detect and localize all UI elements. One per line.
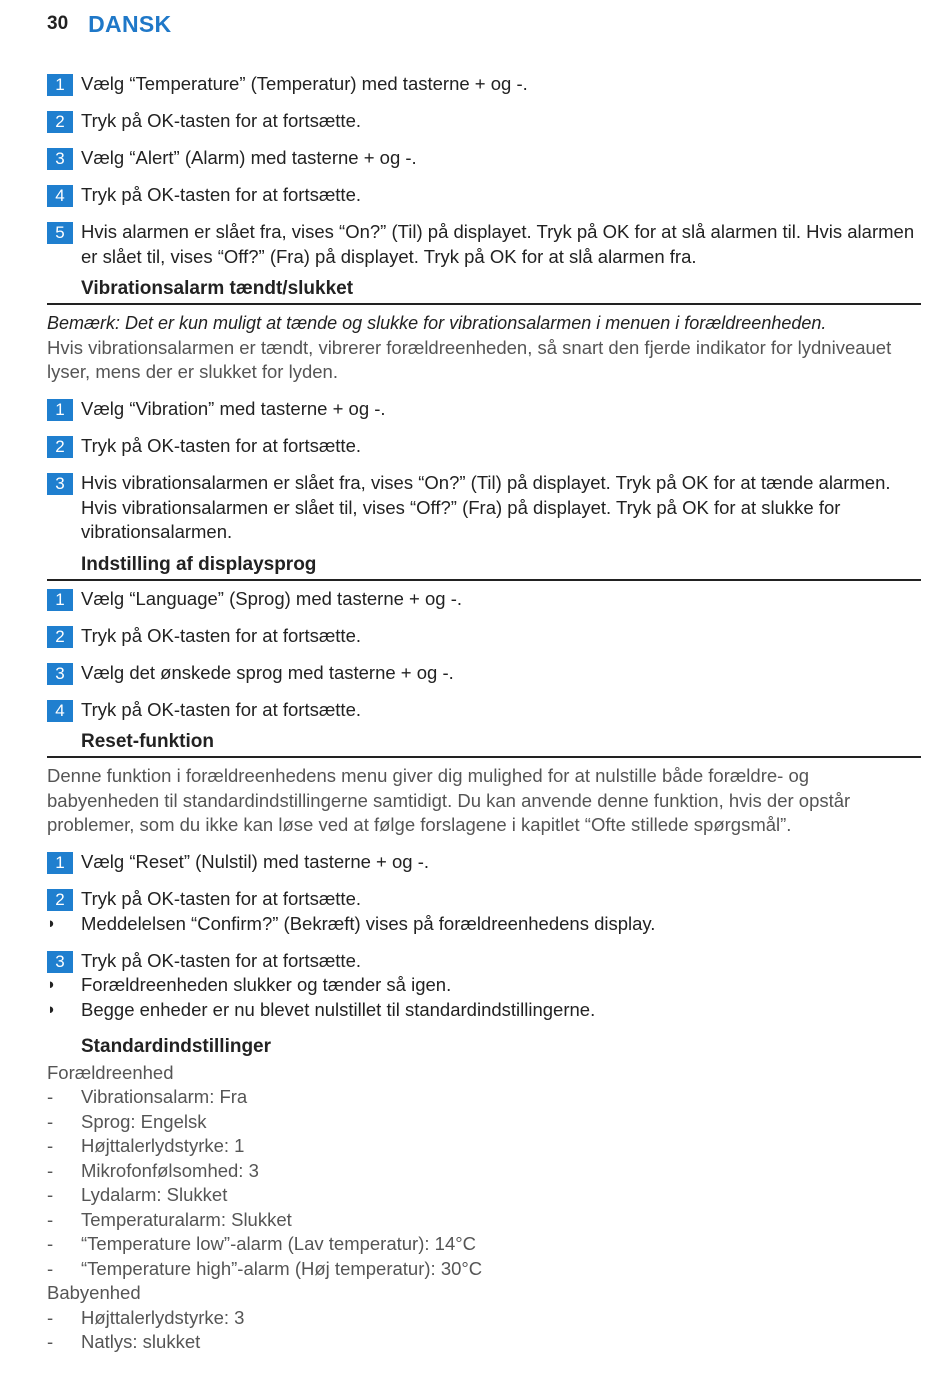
step-number: 4 (47, 700, 73, 722)
step (47, 146, 921, 171)
step-number: 5 (47, 222, 73, 244)
step (47, 109, 921, 134)
result-item (47, 912, 921, 937)
section-heading-vibration: Vibrationsalarm tændt/slukket (47, 277, 921, 305)
step-text: Vælg “Alert” (Alarm) med tasterne + og -. (81, 147, 417, 168)
step (47, 624, 921, 649)
step (47, 949, 921, 974)
step-number: 3 (47, 148, 73, 170)
result-item (47, 998, 921, 1023)
list-item: - Vibrationsalarm: Fra (47, 1086, 248, 1107)
step-number: 2 (47, 436, 73, 458)
step (47, 183, 921, 208)
section-heading-language: Indstilling af displaysprog (47, 553, 921, 581)
step-text: Vælg “Vibration” med tasterne + og -. (81, 398, 386, 419)
step (47, 661, 921, 686)
step-number: 4 (47, 185, 73, 207)
body-text: Denne funktion i forældreenhedens menu giver dig mulighed for at nulstille både forældre- og babyenheden til standardindstillingerne samtidigt. Du kan anvende denne funktion, hvis der opstår problemer, som du ikke kan løse ved at følge forslagene i kapitlet “Ofte stillede spørgsmål”. (47, 765, 851, 835)
language-heading: DANSK (88, 10, 172, 37)
step (47, 434, 921, 459)
step-text: Vælg det ønskede sprog med tasterne + og -. (81, 661, 454, 683)
list-item: - Lydalarm: Slukket (47, 1184, 228, 1205)
result-text: Begge enheder er nu blevet nulstillet til standardindstillingerne. (81, 998, 596, 1020)
step-number: 1 (47, 852, 73, 874)
step-text: Tryk på OK-tasten for at fortsætte. (81, 110, 361, 131)
step-number: 3 (47, 951, 73, 973)
step-number: 2 (47, 111, 73, 133)
list-item: - Højttalerlydstyrke: 1 (47, 1135, 245, 1156)
bullet-icon: ◗ (47, 914, 57, 932)
step-number: 1 (47, 589, 73, 611)
step-number: 1 (47, 74, 73, 96)
step-number: 2 (47, 889, 73, 911)
result-text: Meddelelsen “Confirm?” (Bekræft) vises på forældreenhedens display. (81, 912, 656, 934)
step-text: Tryk på OK-tasten for at fortsætte. (81, 184, 361, 205)
step-text: Vælg “Language” (Sprog) med tasterne + og -. (81, 587, 463, 609)
step-number: 2 (47, 626, 73, 648)
step (47, 850, 921, 875)
page-number: 30 (47, 13, 69, 34)
parent-unit-label: Forældreenhed (47, 1061, 174, 1083)
section-heading-defaults: Standardindstillinger (81, 1035, 272, 1057)
step-number: 3 (47, 663, 73, 685)
step-number: 3 (47, 473, 73, 495)
list-item: - Natlys: slukket (47, 1331, 201, 1352)
step (47, 397, 921, 422)
list-item: - Sprog: Engelsk (47, 1110, 207, 1132)
step (47, 220, 921, 269)
step-text: Vælg “Reset” (Nulstil) med tasterne + og -. (81, 851, 430, 872)
result-item (47, 973, 921, 998)
baby-unit-label: Babyenhed (47, 1282, 141, 1303)
body-text: Hvis vibrationsalarmen er tændt, vibrerer forældreenheden, så snart den fjerde indikator for lydniveauet lyser, mens der er slukket for lyden. (47, 336, 892, 382)
step (47, 471, 921, 545)
bullet-icon: ◗ (47, 976, 57, 993)
step-text: Tryk på OK-tasten for at fortsætte. (81, 624, 361, 646)
list-item: - “Temperature low”-alarm (Lav temperatur): 14°C (47, 1233, 476, 1254)
step (47, 698, 921, 723)
step (47, 587, 921, 612)
step-text: Tryk på OK-tasten for at fortsætte. (81, 698, 361, 720)
page-header (47, 8, 171, 40)
list-item: - Højttalerlydstyrke: 3 (47, 1306, 245, 1328)
list-item: - Mikrofonfølsomhed: 3 (47, 1159, 259, 1181)
step-text: Tryk på OK-tasten for at fortsætte. (81, 435, 361, 456)
step-number: 1 (47, 399, 73, 421)
step-text: Tryk på OK-tasten for at fortsætte. (81, 888, 361, 909)
page-content (47, 72, 921, 1355)
bullet-icon: ◗ (47, 1000, 57, 1018)
step-text: Hvis alarmen er slået fra, vises “On?” (Til) på displayet. Tryk på OK for at slå alarmen til. Hvis alarmen er slået til, vises “Off?” (Fra) på displayet. Tryk på OK for at slå alarmen fra. (81, 221, 915, 267)
step (47, 887, 921, 912)
step (47, 72, 921, 97)
step-text: Hvis vibrationsalarmen er slået fra, vises “On?” (Til) på displayet. Tryk på OK for at tænde alarmen. Hvis vibrationsalarmen er slået til, vises “Off?” (Fra) på displayet. Tryk på OK for at slukke for vibrationsalarmen. (81, 472, 891, 542)
note-text: Bemærk: Det er kun muligt at tænde og slukke for vibrationsalarmen i menuen i forældreenheden. (47, 313, 827, 333)
step-text: Tryk på OK-tasten for at fortsætte. (81, 949, 361, 971)
result-text: Forældreenheden slukker og tænder så igen. (81, 974, 452, 995)
list-item: - Temperaturalarm: Slukket (47, 1208, 292, 1230)
list-item: - “Temperature high”-alarm (Høj temperatur): 30°C (47, 1257, 483, 1279)
section-heading-reset: Reset-funktion (47, 730, 921, 758)
step-text: Vælg “Temperature” (Temperatur) med tasterne + og -. (81, 73, 528, 94)
